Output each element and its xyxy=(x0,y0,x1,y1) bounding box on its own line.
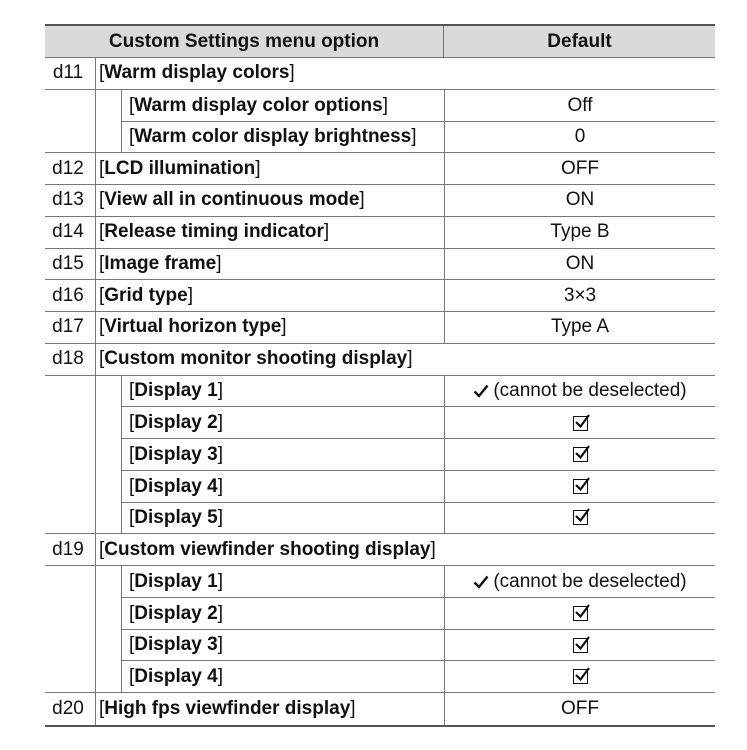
setting-name: Warm display color options xyxy=(134,94,383,116)
table-row xyxy=(45,566,715,598)
open-bracket: [ xyxy=(129,506,135,528)
default-value xyxy=(444,58,715,89)
default-value xyxy=(444,503,715,534)
setting-name: Display 2 xyxy=(134,412,218,434)
open-bracket: [ xyxy=(129,570,135,592)
setting-label xyxy=(129,503,223,534)
table-row xyxy=(45,693,715,725)
setting-code xyxy=(45,566,91,598)
default-value: 3×3 xyxy=(444,280,715,311)
close-bracket: ] xyxy=(217,506,223,528)
default-text: (cannot be deselected) xyxy=(493,380,687,402)
close-bracket: ] xyxy=(289,62,295,84)
setting-code xyxy=(45,598,91,630)
setting-name: Virtual horizon type xyxy=(104,316,282,338)
close-bracket: ] xyxy=(217,475,223,497)
close-bracket: ] xyxy=(217,634,223,656)
setting-code xyxy=(45,630,91,662)
close-bracket: ] xyxy=(217,443,223,465)
setting-label xyxy=(129,661,223,692)
checkmark-icon xyxy=(473,380,493,402)
default-value: Type A xyxy=(444,312,715,343)
setting-name: Display 4 xyxy=(134,665,218,687)
setting-name: High fps viewfinder display xyxy=(104,697,351,719)
setting-name: Release timing indicator xyxy=(104,221,324,243)
column-divider xyxy=(95,598,96,630)
setting-label xyxy=(99,280,193,311)
close-bracket: ] xyxy=(217,570,223,592)
open-bracket: [ xyxy=(99,221,105,243)
setting-label xyxy=(129,90,388,122)
setting-label xyxy=(129,598,223,630)
indent-divider xyxy=(121,471,122,503)
open-bracket: [ xyxy=(129,125,135,147)
default-value: ON xyxy=(444,185,715,216)
close-bracket: ] xyxy=(187,284,193,306)
setting-name: View all in continuous mode xyxy=(104,189,360,211)
setting-name: Warm color display brightness xyxy=(134,125,412,147)
setting-name: Display 5 xyxy=(134,506,218,528)
column-divider xyxy=(95,630,96,662)
setting-name: Display 1 xyxy=(134,570,218,592)
setting-code: d18 xyxy=(52,348,84,370)
setting-label xyxy=(99,534,436,565)
table-row xyxy=(45,598,715,630)
setting-name: Display 4 xyxy=(134,475,218,497)
table-row xyxy=(45,630,715,662)
default-value xyxy=(444,407,715,439)
close-bracket: ] xyxy=(382,94,389,116)
column-divider xyxy=(95,661,96,692)
setting-code xyxy=(45,90,91,122)
header-option: Custom Settings menu option xyxy=(45,26,444,57)
table-row xyxy=(45,153,715,185)
setting-code: d17 xyxy=(52,316,84,338)
open-bracket: [ xyxy=(99,697,105,719)
setting-label xyxy=(99,58,295,89)
close-bracket: ] xyxy=(255,157,261,179)
column-divider xyxy=(95,693,96,725)
setting-code xyxy=(45,471,91,503)
column-divider xyxy=(95,280,96,311)
setting-label xyxy=(129,630,223,662)
close-bracket: ] xyxy=(217,665,223,687)
close-bracket: ] xyxy=(281,316,287,338)
close-bracket: ] xyxy=(430,538,436,560)
open-bracket: [ xyxy=(129,665,135,687)
open-bracket: [ xyxy=(99,157,105,179)
setting-code: d12 xyxy=(52,157,84,179)
column-divider xyxy=(95,58,96,89)
table-row xyxy=(45,344,715,376)
indent-divider xyxy=(121,661,122,692)
checkmark-icon xyxy=(473,571,493,593)
setting-label xyxy=(99,249,222,280)
setting-code xyxy=(45,503,91,534)
open-bracket: [ xyxy=(99,189,105,211)
setting-code: d20 xyxy=(52,697,84,719)
open-bracket: [ xyxy=(129,602,135,624)
close-bracket: ] xyxy=(350,697,356,719)
setting-code xyxy=(45,661,91,692)
default-value: OFF xyxy=(444,153,715,184)
open-bracket: [ xyxy=(99,284,105,306)
table-row xyxy=(45,280,715,312)
default-value xyxy=(444,471,715,503)
table-row xyxy=(45,185,715,217)
open-bracket: [ xyxy=(99,252,105,274)
setting-label xyxy=(99,153,261,184)
setting-label xyxy=(129,566,223,598)
setting-label xyxy=(129,376,223,408)
close-bracket: ] xyxy=(411,125,417,147)
setting-name: Grid type xyxy=(104,284,188,306)
default-text: (cannot be deselected) xyxy=(493,570,687,592)
checked-box-icon xyxy=(573,669,588,684)
setting-label xyxy=(99,185,365,216)
close-bracket: ] xyxy=(217,412,223,434)
table-row xyxy=(45,58,715,90)
table-row xyxy=(45,122,715,154)
setting-label xyxy=(129,407,223,439)
table-row xyxy=(45,503,715,535)
setting-code: d15 xyxy=(52,252,84,274)
setting-code: d11 xyxy=(52,62,84,84)
table-row xyxy=(45,249,715,281)
column-divider xyxy=(95,407,96,439)
setting-name: Custom viewfinder shooting display xyxy=(104,538,431,560)
setting-name: LCD illumination xyxy=(104,157,256,179)
table-row xyxy=(45,312,715,344)
default-value xyxy=(444,376,715,408)
open-bracket: [ xyxy=(99,316,105,338)
setting-name: Warm display colors xyxy=(104,62,290,84)
checked-box-icon xyxy=(573,510,588,525)
custom-settings-table xyxy=(45,24,715,727)
close-bracket: ] xyxy=(217,380,223,402)
setting-label xyxy=(129,122,417,153)
setting-code: d16 xyxy=(52,284,84,306)
setting-label xyxy=(99,693,356,725)
setting-label xyxy=(99,217,329,248)
column-divider xyxy=(95,503,96,534)
setting-code: d14 xyxy=(52,221,84,243)
table-row xyxy=(45,534,715,566)
column-divider xyxy=(95,344,96,375)
default-value: ON xyxy=(444,249,715,280)
open-bracket: [ xyxy=(129,380,135,402)
setting-label xyxy=(129,439,223,471)
setting-label xyxy=(99,344,413,375)
open-bracket: [ xyxy=(99,538,105,560)
checked-box-icon xyxy=(573,606,588,621)
setting-code xyxy=(45,376,91,408)
column-divider xyxy=(95,90,96,122)
default-value xyxy=(444,566,715,598)
open-bracket: [ xyxy=(99,62,105,84)
column-divider xyxy=(95,471,96,503)
indent-divider xyxy=(121,90,122,122)
table-row xyxy=(45,217,715,249)
indent-divider xyxy=(121,566,122,598)
open-bracket: [ xyxy=(99,348,105,370)
default-value: OFF xyxy=(444,693,715,725)
close-bracket: ] xyxy=(359,189,365,211)
indent-divider xyxy=(121,122,122,153)
column-divider xyxy=(95,534,96,565)
default-value xyxy=(444,598,715,630)
setting-code xyxy=(45,439,91,471)
indent-divider xyxy=(121,598,122,630)
indent-divider xyxy=(121,376,122,408)
setting-label xyxy=(99,312,287,343)
table-row xyxy=(45,376,715,408)
close-bracket: ] xyxy=(407,348,413,370)
close-bracket: ] xyxy=(323,221,330,243)
table-row xyxy=(45,90,715,122)
setting-name: Display 2 xyxy=(134,602,218,624)
default-value xyxy=(444,344,715,375)
default-value xyxy=(444,439,715,471)
column-divider xyxy=(95,249,96,280)
default-value: Off xyxy=(444,90,715,122)
column-divider xyxy=(95,217,96,248)
open-bracket: [ xyxy=(129,475,135,497)
setting-name: Display 3 xyxy=(134,443,218,465)
column-divider xyxy=(95,439,96,471)
column-divider xyxy=(95,153,96,184)
indent-divider xyxy=(121,503,122,534)
column-divider xyxy=(95,312,96,343)
close-bracket: ] xyxy=(216,252,222,274)
setting-name: Display 3 xyxy=(134,634,218,656)
column-divider xyxy=(95,185,96,216)
table-row xyxy=(45,407,715,439)
open-bracket: [ xyxy=(129,412,135,434)
table-header xyxy=(45,26,715,58)
default-value xyxy=(444,534,715,565)
setting-code xyxy=(45,407,91,439)
column-divider xyxy=(95,122,96,153)
table-row xyxy=(45,439,715,471)
checked-box-icon xyxy=(573,638,588,653)
close-bracket: ] xyxy=(217,602,223,624)
indent-divider xyxy=(121,630,122,662)
setting-code: d19 xyxy=(52,538,84,560)
setting-name: Image frame xyxy=(104,252,217,274)
open-bracket: [ xyxy=(129,634,135,656)
checked-box-icon xyxy=(573,416,588,431)
setting-label xyxy=(129,471,223,503)
indent-divider xyxy=(121,439,122,471)
setting-name: Custom monitor shooting display xyxy=(104,348,408,370)
open-bracket: [ xyxy=(129,94,135,116)
table-row xyxy=(45,471,715,503)
checked-box-icon xyxy=(573,479,588,494)
column-divider xyxy=(95,376,96,408)
table-row xyxy=(45,661,715,693)
header-default: Default xyxy=(547,30,612,52)
default-value: 0 xyxy=(444,122,715,153)
column-divider xyxy=(95,566,96,598)
default-value xyxy=(444,661,715,692)
open-bracket: [ xyxy=(129,443,135,465)
indent-divider xyxy=(121,407,122,439)
setting-name: Display 1 xyxy=(134,380,218,402)
default-value: Type B xyxy=(444,217,715,248)
checked-box-icon xyxy=(573,447,588,462)
setting-code xyxy=(45,122,91,153)
default-value xyxy=(444,630,715,662)
setting-code: d13 xyxy=(52,189,84,211)
